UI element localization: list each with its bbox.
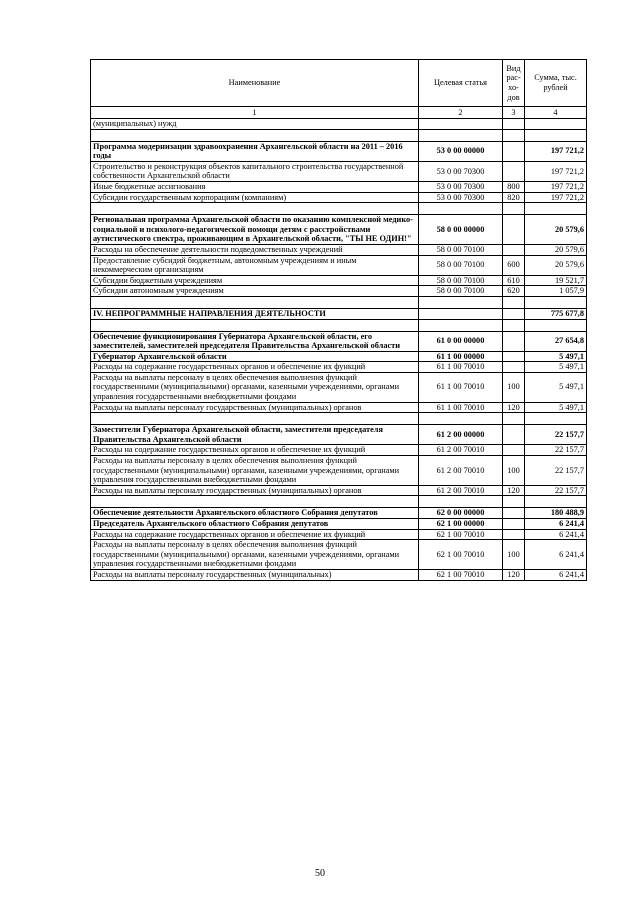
spacer-row xyxy=(91,296,587,308)
table-row xyxy=(91,275,587,286)
empty-cell xyxy=(91,413,419,425)
row-name: Расходы на содержание государственных органов и обеспечение их функций xyxy=(91,529,419,540)
row-sum: 197 721,2 xyxy=(525,192,587,203)
empty-cell xyxy=(503,496,525,508)
row-sum: 22 157,7 xyxy=(525,445,587,456)
empty-cell xyxy=(525,296,587,308)
row-name: Губернатор Архангельской области xyxy=(91,351,419,362)
row-name: Расходы на содержание государственных органов и обеспечение их функций xyxy=(91,445,419,456)
table-row xyxy=(91,540,587,570)
table-row xyxy=(91,351,587,362)
empty-cell xyxy=(419,296,503,308)
row-sum: 20 579,6 xyxy=(525,244,587,255)
row-sum: 1 057,9 xyxy=(525,286,587,297)
row-target-code xyxy=(419,119,503,130)
row-name: Субсидии автономным учреждениям xyxy=(91,286,419,297)
row-sum: 197 721,2 xyxy=(525,161,587,181)
empty-cell xyxy=(419,319,503,331)
row-sum: 20 579,6 xyxy=(525,215,587,245)
row-expense-type xyxy=(503,161,525,181)
row-sum: 5 497,1 xyxy=(525,372,587,402)
row-name: Расходы на выплаты персоналу государственных (муниципальных) xyxy=(91,569,419,580)
empty-cell xyxy=(503,129,525,141)
header-sum: Сумма, тыс. рублей xyxy=(525,60,587,107)
table-row xyxy=(91,161,587,181)
row-expense-type: 610 xyxy=(503,275,525,286)
row-sum: 20 579,6 xyxy=(525,255,587,275)
table-row xyxy=(91,141,587,161)
row-target-code: 61 1 00 70010 xyxy=(419,362,503,373)
empty-cell xyxy=(525,319,587,331)
table-row xyxy=(91,192,587,203)
row-expense-type: 620 xyxy=(503,286,525,297)
row-expense-type xyxy=(503,331,525,351)
table-row xyxy=(91,456,587,486)
row-target-code xyxy=(419,308,503,319)
empty-cell xyxy=(91,296,419,308)
row-target-code: 62 1 00 00000 xyxy=(419,519,503,530)
column-number-row xyxy=(91,107,587,119)
row-sum: 6 241,4 xyxy=(525,569,587,580)
row-expense-type: 100 xyxy=(503,372,525,402)
row-expense-type xyxy=(503,529,525,540)
row-sum: 775 677,8 xyxy=(525,308,587,319)
row-expense-type: 100 xyxy=(503,456,525,486)
row-expense-type xyxy=(503,308,525,319)
row-target-code: 61 2 00 00000 xyxy=(419,425,503,445)
row-target-code: 53 0 00 70300 xyxy=(419,161,503,181)
row-expense-type xyxy=(503,215,525,245)
column-number: 1 xyxy=(91,107,419,119)
spacer-row xyxy=(91,129,587,141)
empty-cell xyxy=(525,413,587,425)
table-row xyxy=(91,119,587,130)
table-row xyxy=(91,215,587,245)
row-name: Иные бюджетные ассигнования xyxy=(91,181,419,192)
row-expense-type: 100 xyxy=(503,540,525,570)
budget-table xyxy=(90,59,587,581)
row-target-code: 58 0 00 70100 xyxy=(419,244,503,255)
row-name: Расходы на содержание государственных органов и обеспечение их функций xyxy=(91,362,419,373)
row-name: Предоставление субсидий бюджетным, автономным учреждениям и иным некоммерческим организациям xyxy=(91,255,419,275)
empty-cell xyxy=(91,129,419,141)
row-name: Председатель Архангельского областного Собрания депутатов xyxy=(91,519,419,530)
row-name: Обеспечение функционирования Губернатора Архангельской области, его заместителей, заместителей председателя Правительства Архангельской области xyxy=(91,331,419,351)
empty-cell xyxy=(419,413,503,425)
table-row xyxy=(91,508,587,519)
row-sum: 6 241,4 xyxy=(525,540,587,570)
row-expense-type: 800 xyxy=(503,181,525,192)
row-sum: 197 721,2 xyxy=(525,141,587,161)
row-name: Субсидии бюджетным учреждениям xyxy=(91,275,419,286)
table-row xyxy=(91,362,587,373)
row-target-code: 58 0 00 00000 xyxy=(419,215,503,245)
table-row xyxy=(91,372,587,402)
row-target-code: 61 2 00 70010 xyxy=(419,445,503,456)
table-row xyxy=(91,255,587,275)
row-expense-type xyxy=(503,445,525,456)
empty-cell xyxy=(91,496,419,508)
row-target-code: 53 0 00 00000 xyxy=(419,141,503,161)
row-target-code: 61 0 00 00000 xyxy=(419,331,503,351)
row-expense-type: 820 xyxy=(503,192,525,203)
row-name: Расходы на выплаты персоналу государственных (муниципальных) органов xyxy=(91,402,419,413)
row-expense-type xyxy=(503,508,525,519)
row-target-code: 62 0 00 00000 xyxy=(419,508,503,519)
row-expense-type: 120 xyxy=(503,485,525,496)
row-name: Расходы на выплаты персоналу в целях обеспечения выполнения функций государственными (муниципальными) органами, казенными учреждениями, органами управления государственными внебюджетными фондами xyxy=(91,372,419,402)
row-target-code: 58 0 00 70100 xyxy=(419,275,503,286)
row-name: Расходы на выплаты персоналу в целях обеспечения выполнения функций государственными (муниципальными) органами, казенными учреждениями, органами управления государственными внебюджетными фондами xyxy=(91,540,419,570)
table-row xyxy=(91,485,587,496)
empty-cell xyxy=(91,203,419,215)
table-row xyxy=(91,181,587,192)
spacer-row xyxy=(91,413,587,425)
table-row xyxy=(91,569,587,580)
row-target-code: 53 0 00 70300 xyxy=(419,192,503,203)
row-sum: 22 157,7 xyxy=(525,456,587,486)
row-expense-type: 600 xyxy=(503,255,525,275)
row-name: Региональная программа Архангельской области по оказанию комплексной медико-социальной и психолого-педагогической помощи детям с расстройствами аутистического спектра, проживающим в Архангельской области, "ТЫ НЕ ОДИН!" xyxy=(91,215,419,245)
empty-cell xyxy=(503,296,525,308)
table-row xyxy=(91,286,587,297)
row-name: IV. НЕПРОГРАММНЫЕ НАПРАВЛЕНИЯ ДЕЯТЕЛЬНОСТИ xyxy=(91,308,419,319)
table-row xyxy=(91,402,587,413)
row-name: Заместители Губернатора Архангельской области, заместители председателя Правительства Архангельской области xyxy=(91,425,419,445)
empty-cell xyxy=(419,129,503,141)
empty-cell xyxy=(525,496,587,508)
table-row xyxy=(91,445,587,456)
row-sum: 22 157,7 xyxy=(525,485,587,496)
spacer-row xyxy=(91,319,587,331)
row-name: Расходы на выплаты персоналу в целях обеспечения выполнения функций государственными (муниципальными) органами, казенными учреждениями, органами управления государственными внебюджетными фондами xyxy=(91,456,419,486)
row-target-code: 58 0 00 70100 xyxy=(419,255,503,275)
empty-cell xyxy=(419,203,503,215)
document-page xyxy=(90,59,586,581)
row-sum: 5 497,1 xyxy=(525,362,587,373)
row-expense-type: 120 xyxy=(503,569,525,580)
row-sum: 5 497,1 xyxy=(525,402,587,413)
row-name: Обеспечение деятельности Архангельского областного Собрания депутатов xyxy=(91,508,419,519)
empty-cell xyxy=(91,319,419,331)
row-sum: 22 157,7 xyxy=(525,425,587,445)
row-sum: 197 721,2 xyxy=(525,181,587,192)
row-expense-type xyxy=(503,244,525,255)
row-target-code: 53 0 00 70300 xyxy=(419,181,503,192)
row-expense-type xyxy=(503,362,525,373)
row-name: Расходы на обеспечение деятельности подведомственных учреждений xyxy=(91,244,419,255)
row-target-code: 62 1 00 70010 xyxy=(419,569,503,580)
table-row xyxy=(91,529,587,540)
row-sum: 180 488,9 xyxy=(525,508,587,519)
empty-cell xyxy=(503,319,525,331)
empty-cell xyxy=(525,203,587,215)
empty-cell xyxy=(525,129,587,141)
header-type: Вид рас-хо-дов xyxy=(503,60,525,107)
row-expense-type xyxy=(503,119,525,130)
row-target-code: 61 1 00 70010 xyxy=(419,372,503,402)
table-body xyxy=(91,119,587,581)
spacer-row xyxy=(91,496,587,508)
row-name: Строительство и реконструкция объектов капитального строительства государственной собственности Архангельской области xyxy=(91,161,419,181)
row-sum: 6 241,4 xyxy=(525,529,587,540)
empty-cell xyxy=(503,413,525,425)
row-expense-type xyxy=(503,519,525,530)
column-number: 2 xyxy=(419,107,503,119)
row-expense-type xyxy=(503,351,525,362)
row-target-code: 61 1 00 00000 xyxy=(419,351,503,362)
table-row xyxy=(91,331,587,351)
header-target: Целевая статья xyxy=(419,60,503,107)
row-sum: 6 241,4 xyxy=(525,519,587,530)
column-number: 3 xyxy=(503,107,525,119)
row-name: Расходы на выплаты персоналу государственных (муниципальных) органов xyxy=(91,485,419,496)
row-target-code: 58 0 00 70100 xyxy=(419,286,503,297)
spacer-row xyxy=(91,203,587,215)
page-number: 50 xyxy=(315,868,325,879)
row-target-code: 61 1 00 70010 xyxy=(419,402,503,413)
table-row xyxy=(91,244,587,255)
row-expense-type xyxy=(503,425,525,445)
header-name: Наименование xyxy=(91,60,419,107)
row-expense-type xyxy=(503,141,525,161)
table-row xyxy=(91,519,587,530)
row-target-code: 61 2 00 70010 xyxy=(419,456,503,486)
row-target-code: 62 1 00 70010 xyxy=(419,540,503,570)
empty-cell xyxy=(419,496,503,508)
row-name: Субсидии государственным корпорациям (компаниям) xyxy=(91,192,419,203)
row-name: Программа модернизации здравоохранения Архангельской области на 2011 – 2016 годы xyxy=(91,141,419,161)
row-expense-type: 120 xyxy=(503,402,525,413)
row-sum xyxy=(525,119,587,130)
table-row xyxy=(91,425,587,445)
empty-cell xyxy=(503,203,525,215)
row-sum: 27 654,8 xyxy=(525,331,587,351)
header-row xyxy=(91,60,587,107)
row-name: (муниципальных) нужд xyxy=(91,119,419,130)
row-sum: 19 521,7 xyxy=(525,275,587,286)
column-number: 4 xyxy=(525,107,587,119)
row-sum: 5 497,1 xyxy=(525,351,587,362)
row-target-code: 62 1 00 70010 xyxy=(419,529,503,540)
row-target-code: 61 2 00 70010 xyxy=(419,485,503,496)
table-row xyxy=(91,308,587,319)
